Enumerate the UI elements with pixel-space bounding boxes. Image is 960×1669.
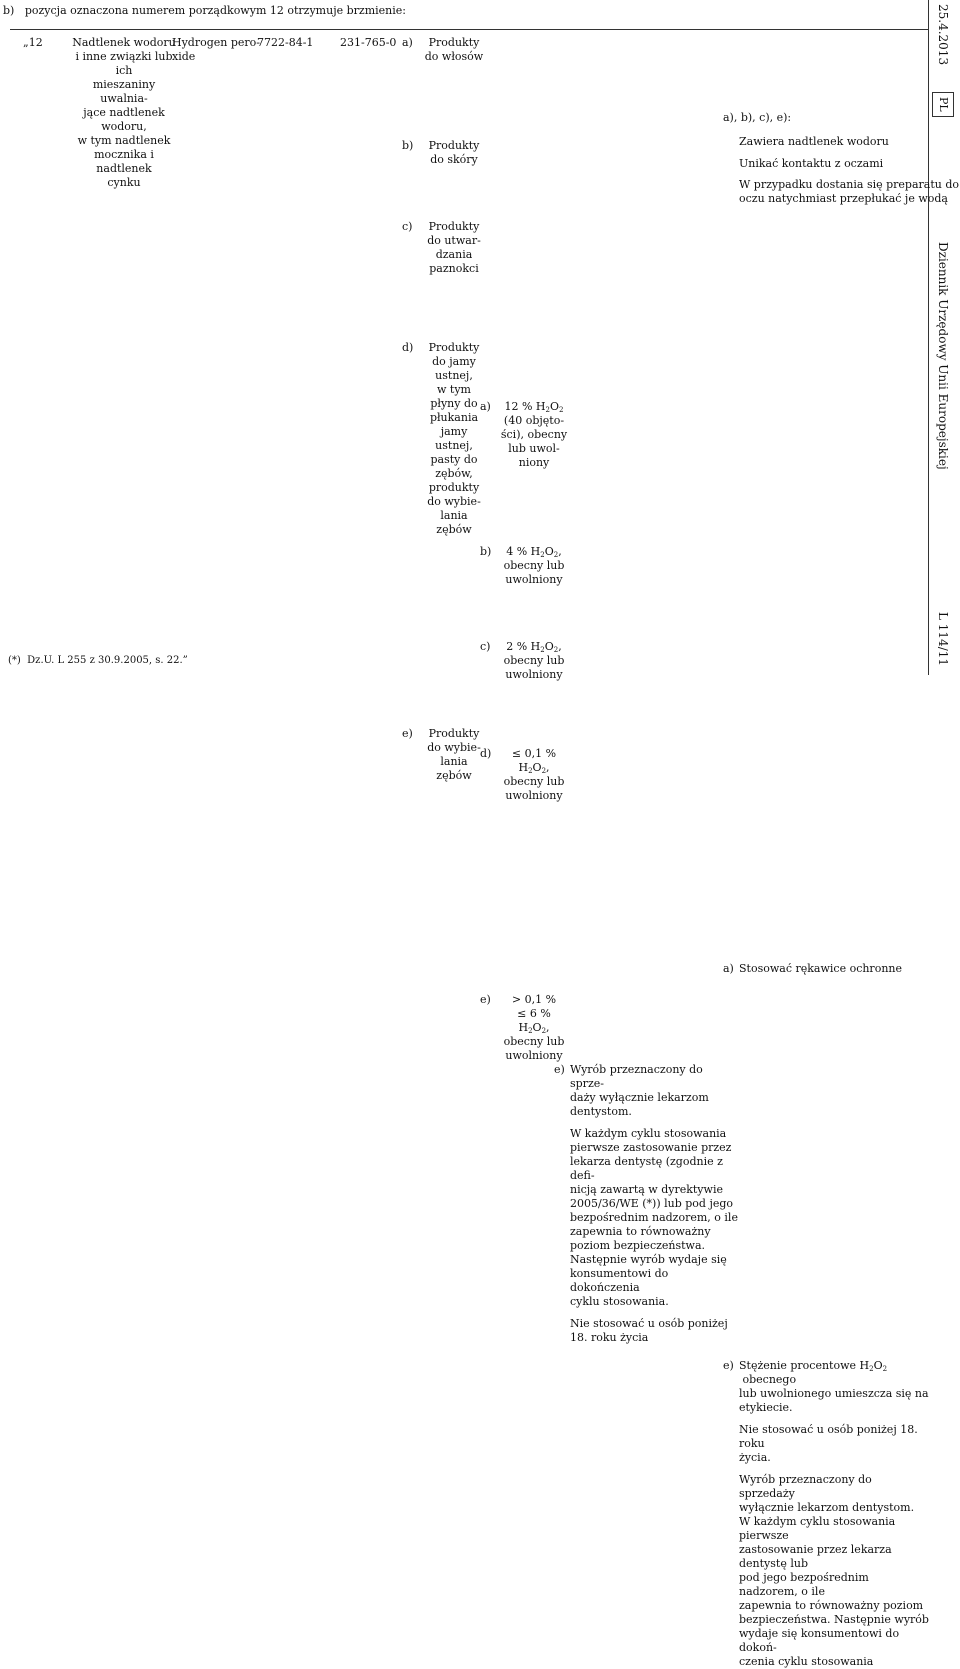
field-line: do wybie- bbox=[427, 495, 481, 508]
field-line: Produkty bbox=[428, 341, 480, 354]
concentration-e bbox=[480, 993, 572, 1063]
inn-name bbox=[172, 36, 260, 64]
field-line: lania bbox=[440, 755, 468, 768]
field-line: zębów bbox=[436, 769, 472, 782]
restriction-line: konsumentowi do dokończenia bbox=[570, 1267, 669, 1294]
formula-line: Stężenie procentowe $H_2O_2$ obecnego bbox=[739, 1359, 888, 1386]
concentration-line: obecny lub bbox=[503, 654, 565, 667]
field-line: dzania bbox=[435, 248, 473, 261]
restriction-line: zapewnia to równoważny bbox=[570, 1225, 711, 1238]
warning-abce-label: a), b), c), e): bbox=[723, 111, 792, 124]
restriction-line: cyklu stosowania. bbox=[570, 1295, 669, 1308]
item-label: b) bbox=[402, 139, 414, 152]
margin-language-badge: PL bbox=[932, 92, 954, 117]
margin-page-number: L 114/11 bbox=[936, 612, 950, 666]
warning-line: wydaje się konsumentowi do dokoń- bbox=[739, 1627, 900, 1654]
field-line: Produkty bbox=[428, 139, 480, 152]
restriction-line: 2005/36/WE (*)) lub pod jego bbox=[570, 1197, 734, 1210]
restriction-line: daży wyłącznie lekarzom bbox=[570, 1091, 709, 1104]
ec-number: 231-765-0 bbox=[340, 36, 397, 49]
restriction-line: nicją zawartą w dyrektywie bbox=[570, 1183, 723, 1196]
margin-date: 25.4.2013 bbox=[936, 4, 950, 66]
concentration-a bbox=[480, 400, 572, 470]
substance-line: w tym nadtlenek bbox=[77, 134, 171, 147]
item-label: b) bbox=[480, 545, 492, 558]
item-label: a) bbox=[402, 36, 413, 49]
formula-line: 4 % $H_2O_2$, bbox=[506, 545, 562, 559]
item-label: c) bbox=[402, 220, 413, 233]
item-label: e) bbox=[402, 727, 413, 740]
restriction-line: poziom bezpieczeństwa. bbox=[570, 1239, 706, 1252]
warning-e bbox=[723, 1359, 929, 1669]
warning-line: W każdym cyklu stosowania pierwsze bbox=[739, 1515, 896, 1542]
warning-line: W przypadku dostania się preparatu do bbox=[739, 178, 960, 191]
concentration-line: (40 objęto- bbox=[503, 414, 565, 427]
warning-rinse bbox=[739, 178, 959, 206]
warning-line: życia. bbox=[739, 1451, 771, 1464]
reference-number: „12 bbox=[23, 36, 43, 49]
item-label: a) bbox=[480, 400, 491, 413]
field-line: zębów, bbox=[435, 467, 473, 480]
field-line: do jamy bbox=[432, 355, 476, 368]
warning-line: lub uwolnionego umieszcza się na bbox=[739, 1387, 929, 1400]
field-line: ustnej, bbox=[435, 439, 473, 452]
warning-line: Nie stosować u osób poniżej 18. roku bbox=[739, 1423, 918, 1450]
amendment-intro: b) pozycja oznaczona numerem porządkowym 12 otrzymuje brzmienie: bbox=[3, 4, 406, 17]
substance-line: mocznika i nadtlenek bbox=[94, 148, 154, 175]
formula-line: 12 % $H_2O_2$ bbox=[504, 400, 564, 414]
inn-line: xide bbox=[172, 50, 196, 63]
formula-line: 2 % $H_2O_2$, bbox=[506, 640, 562, 654]
warning-line: Wyrób przeznaczony do sprzedaży bbox=[739, 1473, 872, 1500]
substance-line: mieszaniny uwalnia- bbox=[92, 78, 156, 105]
field-line: płyny do bbox=[430, 397, 478, 410]
field-line: produkty bbox=[428, 481, 480, 494]
field-line: ustnej, bbox=[435, 369, 473, 382]
footnote: (*) Dz.U. L 255 z 30.9.2005, s. 22.” bbox=[8, 655, 188, 666]
concentration-line: uwolniony bbox=[505, 668, 563, 681]
table-top-rule bbox=[10, 29, 928, 30]
field-e bbox=[402, 727, 490, 783]
restriction-line: W każdym cyklu stosowania bbox=[570, 1127, 727, 1140]
concentration-line: niony bbox=[518, 456, 550, 469]
concentration-c bbox=[480, 640, 572, 682]
field-line: do wybie- bbox=[427, 741, 481, 754]
concentration-d bbox=[480, 747, 572, 803]
warning-line: czenia cyklu stosowania bbox=[739, 1655, 874, 1668]
field-line: Produkty bbox=[428, 727, 480, 740]
cas-number: 7722-84-1 bbox=[257, 36, 314, 49]
item-label: d) bbox=[480, 747, 492, 760]
field-line: Produkty bbox=[428, 220, 480, 233]
concentration-line: uwolniony bbox=[505, 1049, 563, 1062]
restriction-line: Nie stosować u osób poniżej bbox=[570, 1317, 728, 1330]
warning-text: Stosować rękawice ochronne bbox=[739, 962, 902, 975]
field-line: do utwar- bbox=[427, 234, 481, 247]
warning-line: zapewnia to równoważny poziom bbox=[739, 1599, 924, 1612]
field-line: płukania bbox=[429, 411, 479, 424]
substance-line: jące nadtlenek wodoru, bbox=[83, 106, 165, 133]
concentration-line: uwolniony bbox=[505, 789, 563, 802]
field-line: Produkty bbox=[428, 36, 480, 49]
field-c bbox=[402, 220, 490, 276]
warning-line: wyłącznie lekarzom dentystom. bbox=[739, 1501, 915, 1514]
formula-line: $H_2O_2$, bbox=[518, 761, 550, 775]
item-label: c) bbox=[480, 640, 491, 653]
concentration-line: > 0,1 % bbox=[511, 993, 557, 1006]
item-label: e) bbox=[723, 1359, 734, 1372]
item-label: e) bbox=[480, 993, 491, 1006]
field-line: do skóry bbox=[430, 153, 478, 166]
substance-line: cynku bbox=[107, 176, 141, 189]
margin-rule bbox=[928, 0, 929, 675]
field-line: lania bbox=[440, 509, 468, 522]
restriction-line: bezpośrednim nadzorem, o ile bbox=[570, 1211, 738, 1224]
field-line: jamy bbox=[440, 425, 468, 438]
field-line: pasty do bbox=[430, 453, 478, 466]
field-line: w tym bbox=[437, 383, 471, 396]
restriction-line: Następnie wyrób wydaje się bbox=[570, 1253, 727, 1266]
concentration-b bbox=[480, 545, 572, 587]
concentration-line: obecny lub bbox=[503, 775, 565, 788]
margin-journal-title: Dziennik Urzędowy Unii Europejskiej bbox=[936, 242, 950, 470]
substance-line: Nadtlenek wodoru bbox=[72, 36, 176, 49]
warning-contains: Zawiera nadtlenek wodoru bbox=[739, 135, 889, 148]
warning-line: bezpieczeństwa. Następnie wyrób bbox=[739, 1613, 929, 1626]
concentration-line: ≤ 6 % bbox=[517, 1007, 551, 1020]
item-label: e) bbox=[554, 1063, 565, 1076]
restriction-line: pierwsze zastosowanie przez bbox=[570, 1141, 732, 1154]
field-line: zębów bbox=[436, 523, 472, 536]
warning-line: oczu natychmiast przepłukać je wodą bbox=[739, 192, 948, 205]
substance-name bbox=[68, 36, 180, 190]
concentration-line: obecny lub bbox=[503, 1035, 565, 1048]
restriction-line: Wyrób przeznaczony do sprze- bbox=[570, 1063, 703, 1090]
concentration-line: uwolniony bbox=[505, 573, 563, 586]
substance-line: i inne związki lub ich bbox=[75, 50, 173, 77]
warning-eye: Unikać kontaktu z oczami bbox=[739, 157, 884, 170]
field-d bbox=[402, 341, 490, 537]
formula-line: $H_2O_2$, bbox=[518, 1021, 550, 1035]
inn-line: Hydrogen pero- bbox=[172, 36, 261, 49]
warning-line: zastosowanie przez lekarza dentystę lub bbox=[739, 1543, 892, 1570]
field-line: do włosów bbox=[424, 50, 484, 63]
concentration-line: obecny lub bbox=[503, 559, 565, 572]
concentration-line: ści), obecny bbox=[500, 428, 568, 441]
restriction-line: 18. roku życia bbox=[570, 1331, 649, 1344]
field-line: paznokci bbox=[429, 262, 479, 275]
field-b bbox=[402, 139, 490, 167]
restriction-line: lekarza dentystę (zgodnie z defi- bbox=[570, 1155, 723, 1182]
warning-line: etykiecie. bbox=[739, 1401, 793, 1414]
field-a bbox=[402, 36, 490, 64]
warning-line: pod jego bezpośrednim nadzorem, o ile bbox=[739, 1571, 869, 1598]
warning-a bbox=[723, 962, 919, 976]
concentration-line: ≤ 0,1 % bbox=[511, 747, 557, 760]
item-label: d) bbox=[402, 341, 414, 354]
restriction-line: dentystom. bbox=[570, 1105, 632, 1118]
item-label: a) bbox=[723, 962, 734, 975]
restriction-e bbox=[554, 1063, 738, 1345]
concentration-line: lub uwol- bbox=[508, 442, 560, 455]
